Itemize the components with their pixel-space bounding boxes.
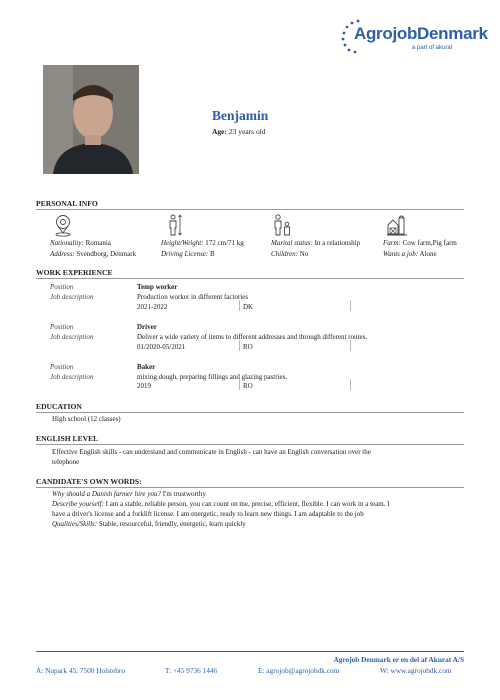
footer-phone: T: +45 9736 1446 bbox=[165, 666, 218, 675]
job-3-divider-2 bbox=[350, 379, 351, 390]
nationality-row bbox=[50, 239, 111, 247]
height-label: Height/Weight: bbox=[161, 239, 204, 247]
wants-label: Wants a job: bbox=[383, 250, 419, 258]
job-2-divider-2 bbox=[350, 340, 351, 351]
footer-address: A: Nupark 45, 7500 Holstebro bbox=[36, 666, 125, 675]
driving-license-row bbox=[161, 250, 215, 258]
license-label: Driving License: bbox=[161, 250, 209, 258]
nationality-label: Nationality: bbox=[50, 239, 84, 247]
job-3-title bbox=[137, 363, 155, 371]
height-person-icon bbox=[163, 213, 185, 237]
marital-label: Marital status: bbox=[271, 239, 313, 247]
job-1-divider-1 bbox=[239, 300, 240, 311]
marital-value: In a relationship bbox=[314, 239, 361, 247]
agrojob-logo bbox=[340, 18, 488, 58]
job-1-period: 2021-2022 bbox=[137, 303, 168, 311]
q1-label: Why should a Danish farmer hire you? bbox=[52, 490, 162, 498]
job-1-divider-2 bbox=[350, 300, 351, 311]
job-2-title-text: Driver bbox=[137, 323, 157, 331]
footer-rule bbox=[36, 651, 464, 652]
family-icon bbox=[272, 213, 294, 237]
q1-answer: I'm trustworthy bbox=[162, 490, 206, 498]
candidate-age bbox=[212, 127, 266, 136]
job-3-divider-1 bbox=[239, 379, 240, 390]
farm-value: Cow farm,Pig farm bbox=[402, 239, 457, 247]
job-2-period: 01/2020-05/2021 bbox=[137, 343, 186, 351]
job-2-description: Deliver a wide variety of items to different addresses and through different routes. bbox=[137, 333, 368, 341]
job-2-position-label: Position bbox=[50, 323, 74, 331]
footer-web[interactable]: W: www.agrojobdk.com bbox=[380, 666, 452, 675]
children-row bbox=[271, 250, 308, 258]
section-work-experience: WORK EXPERIENCE bbox=[36, 268, 464, 279]
job-3-country: RO bbox=[243, 382, 253, 390]
age-value: 23 years old bbox=[228, 127, 266, 136]
job-1-title bbox=[137, 283, 177, 291]
own-words-q2-row bbox=[52, 500, 390, 508]
section-own-words: CANDIDATE'S OWN WORDS: bbox=[36, 477, 464, 488]
job-1-description: Production worker in different factories bbox=[137, 293, 249, 301]
english-line-2: telephone bbox=[52, 458, 80, 466]
marital-row bbox=[271, 239, 360, 247]
own-words-q3-row bbox=[52, 520, 246, 528]
wants-value: Alone bbox=[419, 250, 437, 258]
job-1-title-text: Temp worker bbox=[137, 283, 178, 291]
logo-brand: AgrojobDenmark bbox=[354, 24, 488, 43]
job-2-divider-1 bbox=[239, 340, 240, 351]
q2-answer-line-2: have a driver's license and a forklift license. I am energetic, ready to learn new things. I am adaptable to the job bbox=[52, 510, 364, 518]
job-3-position-label: Position bbox=[50, 363, 74, 371]
wants-job-row bbox=[383, 250, 437, 258]
job-1-position-label: Position bbox=[50, 283, 74, 291]
q2-label: Describe yourself: bbox=[52, 500, 104, 508]
section-english-level: ENGLISH LEVEL bbox=[36, 434, 464, 445]
job-1-desc-label: Job description bbox=[50, 293, 94, 301]
q2-answer-line-1: I am a stable, reliable person, you can count on me, precise, efficient, flexible. I can work in a team. I bbox=[105, 500, 390, 508]
section-personal-info: PERSONAL INFO bbox=[36, 199, 464, 210]
children-value: No bbox=[299, 250, 309, 258]
job-2-desc-label: Job description bbox=[50, 333, 94, 341]
english-line-1: Effective English skills - can understand and communicate in English - can have an English conversation over the bbox=[52, 448, 371, 456]
q3-label: Qualities/Skills: bbox=[52, 520, 98, 528]
age-label: Age: bbox=[212, 127, 227, 136]
job-3-description: mixing dough, preparing fillings and glazing pastries. bbox=[137, 373, 288, 381]
address-label: Address: bbox=[50, 250, 75, 258]
candidate-photo bbox=[43, 65, 139, 174]
job-3-period: 2019 bbox=[137, 382, 151, 390]
footer-email[interactable]: E: agrojob@agrojobdk.com bbox=[258, 666, 340, 675]
logo-tagline: a part of akurat bbox=[412, 45, 453, 51]
height-value: 172 cm/71 kg bbox=[205, 239, 244, 247]
farm-barn-icon bbox=[386, 213, 408, 237]
license-value: B bbox=[210, 250, 215, 258]
farm-label: Farm: bbox=[383, 239, 401, 247]
address-row bbox=[50, 250, 136, 258]
job-3-desc-label: Job description bbox=[50, 373, 94, 381]
job-2-title bbox=[137, 323, 157, 331]
job-1-country: DK bbox=[243, 303, 254, 311]
location-pin-icon bbox=[52, 213, 74, 237]
farm-row bbox=[383, 239, 457, 247]
q3-answer: Stable, resourceful, friendly, energetic, learn quickly bbox=[98, 520, 246, 528]
section-education: EDUCATION bbox=[36, 402, 464, 413]
footer-company: Agrojob Denmark er en del af Akurat A/S bbox=[333, 655, 464, 664]
job-3-title-text: Baker bbox=[137, 363, 156, 371]
education-text: High school (12 classes) bbox=[52, 415, 121, 423]
candidate-name: Benjamin bbox=[212, 108, 269, 123]
own-words-q1-row bbox=[52, 490, 206, 498]
children-label: Children: bbox=[271, 250, 298, 258]
job-2-country: RO bbox=[243, 343, 253, 351]
address-value: Svendborg, Denmark bbox=[76, 250, 137, 258]
nationality-value: Romania bbox=[85, 239, 111, 247]
height-weight-row bbox=[161, 239, 244, 247]
